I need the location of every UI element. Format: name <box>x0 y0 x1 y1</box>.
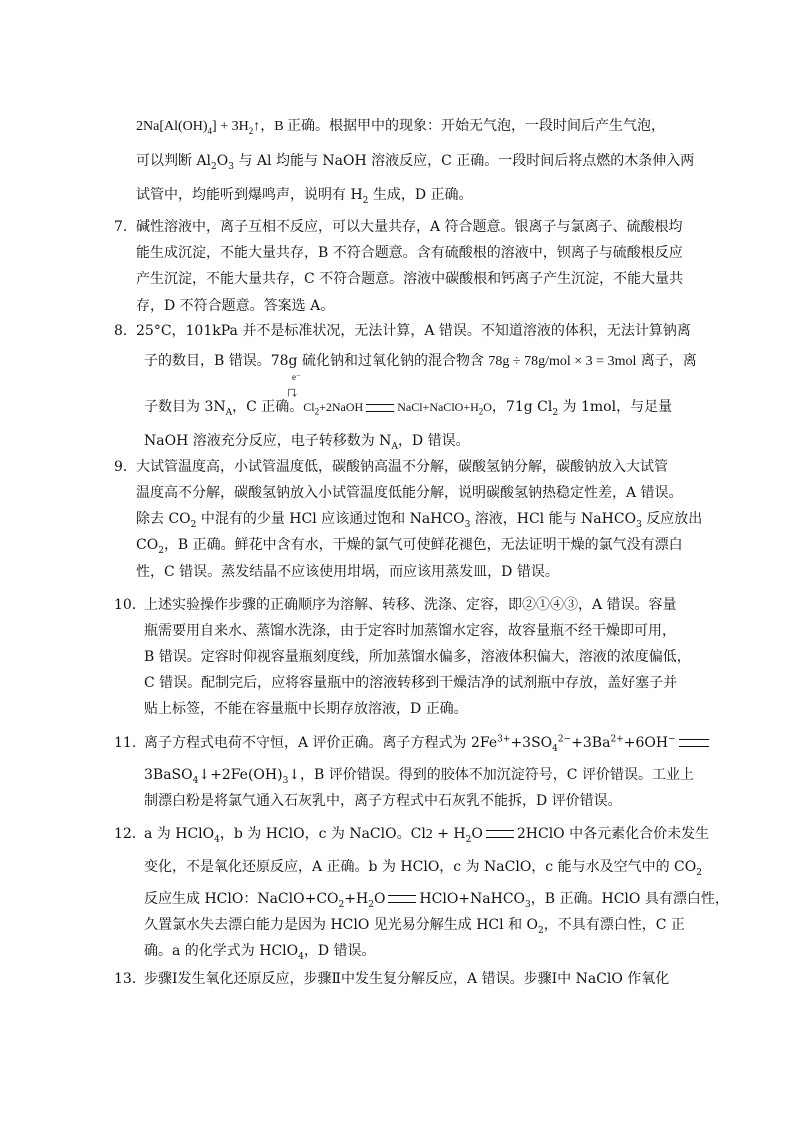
electron-transfer-arrow-icon <box>285 380 309 402</box>
para-10-line-3: B 错误。定容时仰视容量瓶刻度线，所加蒸馏水偏多，溶液体积偏大，溶液的浓度偏低， <box>144 649 691 665</box>
para-8-line-4: NaOH 溶液充分反应，电子转移数为 $N_A$，D 错误。 <box>144 433 470 452</box>
para-6-line-2: 可以判断 $Al_2O_3$ 与 Al 均能与 NaOH 溶液反应，C 正确。一段时间后将点燃的木条伸入两 <box>136 153 695 172</box>
para-9-line-3: 除去 $CO_2$ 中混有的少量 HCl 应该通过饱和 NaHCO$_3$ 溶液，HCl 能与 NaHCO$_3$ 反应放出 <box>136 511 703 530</box>
para-6-line-3: 试管中，均能听到爆鸣声，说明有 $H_2$ 生成，D 正确。 <box>136 187 473 206</box>
para-12-line-1: a 为 HClO$_4$，b 为 HClO，c 为 NaClO。$Cl2 + H_2O$ 2HClO 中各元素化合价未发生 <box>144 826 710 845</box>
para-7-number: 7. <box>114 219 128 235</box>
para-10-line-1: 上述实验操作步骤的正确顺序为溶解、转移、洗涤、定容，即②①④③，A 错误。容量 <box>144 597 677 613</box>
para-8-number: 8． <box>114 323 137 339</box>
para-11-line-1: 离子方程式电荷不守恒，A 评价正确。离子方程式为 $2Fe^{3+}+3SO_4^{2-}+3Ba^{2+}+6OH^-$ <box>144 734 712 752</box>
para-7-line-2: 能生成沉淀，不能大量共存，B 不符合题意。含有硫酸根的溶液中，钡离子与硫酸根反应 <box>136 245 683 261</box>
electron-label: e⁻ <box>292 372 301 382</box>
para-11-number: 11. <box>114 735 137 751</box>
para-10-line-4: C 错误。配制完后，应将容量瓶中的溶液转移到干燥洁净的试剂瓶中存放，盖好塞子并 <box>144 675 678 691</box>
para-11-line-3: 制漂白粉是将氯气通入石灰乳中，离子方程式中石灰乳不能拆，D 评价错误。 <box>144 793 622 809</box>
para-13-number: 13． <box>114 971 146 987</box>
para-8-line-1: 25°C，101kPa 并不是标准状况，无法计算，A 错误。不知道溶液的体积，无法计算钠离 <box>136 323 691 339</box>
para-11-line-2: $3BaSO_4↓+2Fe(OH)_3↓$，B 评价错误。得到的胶体不加沉淀符号，C 评价错误。工业上 <box>144 767 694 786</box>
para-9-number: 9． <box>114 459 137 475</box>
para-9-line-1: 大试管温度高，小试管温度低，碳酸钠高温不分解，碳酸氢钠分解，碳酸钠放入大试管 <box>136 459 668 475</box>
para-10-number: 10． <box>114 597 146 613</box>
para-7-line-1: 碱性溶液中，离子互相不反应，可以大量共存，A 符合题意。银离子与氯离子、硫酸根均 <box>136 219 683 235</box>
equals-sign-icon <box>486 830 514 838</box>
para-8-line-3: 子数目为 $3N_A$，C 正确。$Cl_2+2NaOH$ $NaCl+NaClO+H_2O$，71g $Cl_2$ 为 1mol，与足量 <box>144 399 673 418</box>
para-10-line-5: 贴上标签，不能在容量瓶中长期存放溶液，D 正确。 <box>144 701 468 717</box>
para-7-line-3: 产生沉淀，不能大量共存，C 不符合题意。溶液中碳酸根和钙离子产生沉淀，不能大量共 <box>136 271 684 287</box>
para-12-line-2: 变化，不是氧化还原反应，A 正确。b 为 HClO，c 为 NaClO，c 能与水及空气中的 $CO_2$ <box>144 859 702 878</box>
para-9-line-5: 性，C 错误。蒸发结晶不应该使用坩埚，而应该用蒸发皿，D 错误。 <box>136 564 559 580</box>
equals-sign-icon <box>388 895 416 903</box>
para-7-line-4: 存，D 不符合题意。答案选 A。 <box>136 298 335 314</box>
equals-sign-icon <box>366 404 394 412</box>
para-12-number: 12． <box>114 826 146 842</box>
para-10-line-2: 瓶需要用自来水、蒸馏水洗涤，由于定容时加蒸馏水定容，故容量瓶不经干燥即可用， <box>144 623 676 639</box>
para-13-line-1: 步骤Ⅰ发生氧化还原反应，步骤Ⅱ中发生复分解反应，A 错误。步骤Ⅰ中 NaClO 作氧化 <box>144 971 670 987</box>
para-12-line-4: 久置氯水失去漂白能力是因为 HClO 见光易分解生成 HCl 和 $O_2$，不具有漂白性，C 正 <box>144 917 685 936</box>
para-8-line-2: 子的数目，B 错误。78g 硫化钠和过氧化钠的混合物含 78g ÷ 78g/mol × 3 = 3mol 离子，离 <box>144 353 697 369</box>
para-6-line-1: $2Na[Al(OH)_4]$ + $3H_2↑$，B 正确。根据甲中的现象：开始无气泡，一段时间后产生气泡， <box>136 119 666 136</box>
equals-sign-icon <box>679 739 709 747</box>
para-12-line-3: 反应生成 HClO：$NaClO+CO_2+H_2O$ HClO+NaHCO$_3$，B 正确。HClO 具有漂白性， <box>144 891 729 910</box>
para-12-line-5: 确。a 的化学式为 HClO$_4$，D 错误。 <box>144 943 376 962</box>
para-9-line-2: 温度高不分解，碳酸氢钠放入小试管温度低能分解，说明碳酸氢钠热稳定性差，A 错误。 <box>136 485 683 501</box>
para-9-line-4: $CO_2$，B 正确。鲜花中含有水，干燥的氯气可使鲜花褪色，无法证明干燥的氯气没有漂白 <box>136 537 683 556</box>
